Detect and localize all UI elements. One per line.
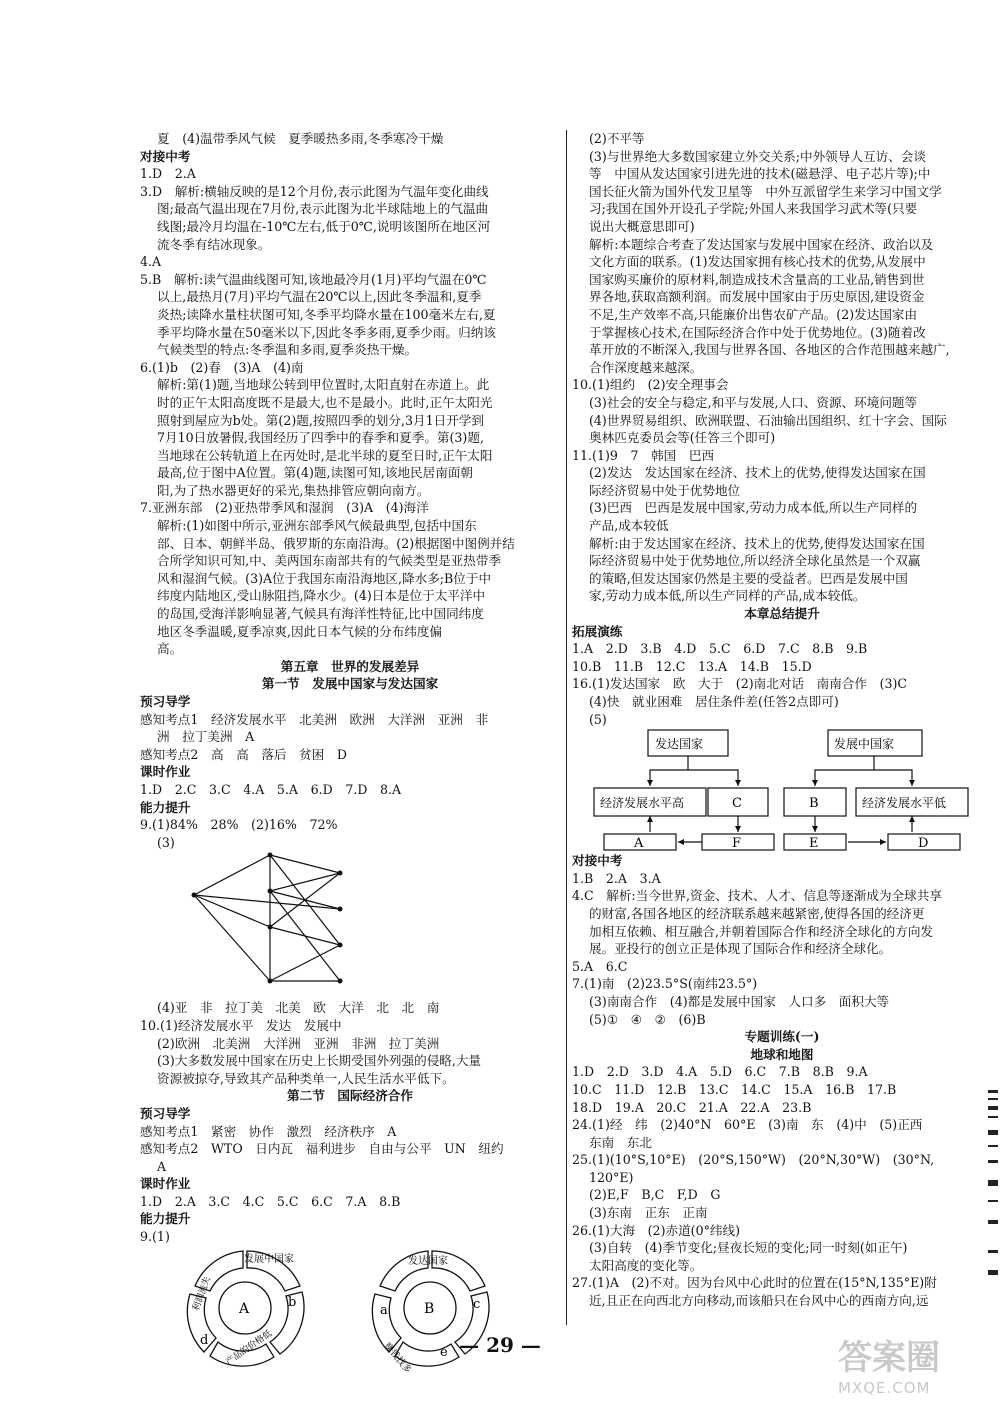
left-line: 流冬季有结冰现象。 [157, 236, 271, 252]
right-line: 1.A 2.D 3.B 4.D 5.C 6.D 7.C 8.B 9.B [572, 641, 868, 657]
left-line: 3.D 解析:横轴反映的是12个月份,表示此图为气温年变化曲线 [140, 183, 489, 199]
left-line: 部、日本、朝鲜半岛、俄罗斯的东南沿海。(2)根据图中图例并结 [157, 535, 515, 551]
flow-box-c: C [732, 796, 742, 812]
left-line: 第五章 世界的发展差异 [280, 658, 420, 674]
flow-low: 经济发展水平低 [862, 796, 947, 811]
right-line: 国长征火箭为国外代发卫星等 中外互派留学生来学习中国文学 [589, 183, 942, 199]
right-line: 26.(1)大海 (2)赤道(0°纬线) [572, 1222, 740, 1238]
right-line: 习;我国在国外开设孔子学院;外国人来我国学习武术等(只要 [589, 201, 918, 217]
right-line: 产品,成本较低 [589, 518, 669, 534]
right-line: 解析:本题综合考查了发达国家与发展中国家在经济、政治以及 [589, 236, 934, 252]
right-line: (4)世界贸易组织、欧洲联盟、石油输出国组织、红十字会、国际 [589, 412, 947, 428]
right-line: 1.D 2.D 3.D 4.A 5.D 6.C 7.B 8.B 9.A [572, 1064, 868, 1080]
left-line: 合所学知识可知,中、美两国东南部共有的气候类型是亚热带季 [157, 553, 502, 569]
cycle-left-item-2: b [288, 1294, 297, 1310]
right-line: 于掌握核心技术,在国际经济合作中处于优势地位。(3)随着改 [589, 324, 926, 340]
right-line: 地球和地图 [750, 1046, 814, 1062]
left-line: 时的正午太阳高度既不是最大,也不是最小。此时,正午太阳光 [157, 394, 493, 410]
right-line: 革开放的不断深入,我国与世界各国、各地区的合作范围越来越广, [589, 342, 950, 358]
right-line: 专题训练(一) [744, 1029, 820, 1045]
right-line: 16.(1)发达国家 欧 大于 (2)南北对话 南南合作 (3)C [572, 676, 908, 692]
watermark-url: MXQE.COM [838, 1379, 931, 1397]
right-line: 说出大概意思即可) [589, 218, 695, 234]
flow-developing: 发展中国家 [834, 737, 895, 752]
flow-box-a: A [634, 836, 644, 852]
left-line: 感知考点2 高 高 落后 贫困 D [140, 746, 348, 762]
right-line: 的财富,各国各地区的经济联系越来越紧密,使得各国的经济更 [589, 905, 925, 921]
right-line: 的策略,但发达国家仍然是主要的受益者。巴西是发展中国 [589, 570, 908, 586]
right-line: 太阳高度的变化等。 [589, 1257, 703, 1273]
column-divider [566, 130, 567, 1325]
right-line: 5.A 6.C [572, 958, 628, 974]
right-line: (3)社会的安全与稳定,和平与发展,人口、资源、环境问题等 [589, 394, 918, 410]
left-line: 9.(1) [140, 1229, 170, 1245]
right-line: 际经济贸易中处于优势地位 [589, 482, 741, 498]
left-line: 第二节 国际经济合作 [287, 1088, 413, 1104]
right-line: 国家购买廉价的原材料,制造成技术含量高的工业品,销售到世 [589, 271, 925, 287]
right-line: (5) [589, 711, 607, 727]
edge-barcode [988, 1090, 998, 1290]
right-line: 解析:由于发达国家在经济、技术上的优势,使得发达国家在国 [589, 535, 925, 551]
flow-developed: 发达国家 [655, 737, 704, 752]
right-line: 奥林匹克委员会等(任答三个即可) [589, 430, 776, 446]
left-line: 感知考点1 紧密 协作 激烈 经济秩序 A [140, 1123, 397, 1139]
cycle-left-center: A [239, 1300, 250, 1317]
cycle-right-center: B [424, 1300, 435, 1317]
flow-box-f: F [732, 836, 742, 852]
left-line: 感知考点1 经济发展水平 北美洲 欧洲 大洋洲 亚洲 非 [140, 711, 489, 727]
right-line: 界各地,获取高额利润。而发展中国家由于历史原因,建设资金 [589, 289, 925, 305]
right-line: 120°E) [589, 1169, 634, 1185]
left-line: (2)欧洲 北美洲 大洋洲 亚洲 非洲 拉丁美洲 [157, 1035, 440, 1051]
flow-box-b: B [809, 796, 819, 812]
right-line: (2)E,F B,C F,D G [589, 1187, 721, 1203]
right-line: 10.B 11.B 12.C 13.A 14.B 15.D [572, 658, 812, 674]
flow-box-d: D [918, 836, 929, 852]
left-line: 季平均降水量在50毫米以下,因此冬季多雨,夏季少雨。归纳该 [157, 324, 496, 340]
left-line: 阳,为了热水器更好的采光,集热排管应朝向南方。 [157, 482, 430, 498]
left-line: 图;最高气温出现在7月份,表示此图为北半球陆地上的气温曲 [157, 201, 489, 217]
watermark-logo: 答案圈 [838, 1338, 940, 1378]
left-line: A [157, 1158, 167, 1174]
right-line: 24.(1)经 纬 (2)40°N 60°E (3)南 东 (4)中 (5)正西 [572, 1117, 923, 1133]
cycle-left-item-4: d [200, 1332, 209, 1348]
left-line: (3)大多数发展中国家在历史上长期受国外列强的侵略,大量 [157, 1053, 482, 1069]
left-line: 4.A [140, 254, 162, 270]
left-line: 高。 [157, 641, 183, 657]
flow-diagram [572, 728, 992, 852]
left-line: 能力提升 [140, 1211, 191, 1227]
right-line: (3)巴西 巴西是发展中国家,劳动力成本低,所以生产同样的 [589, 500, 918, 516]
left-line: 1.D 2.A [140, 166, 196, 182]
left-line: 1.D 2.C 3.C 4.A 5.A 6.D 7.D 8.A [140, 781, 402, 797]
left-line: 6.(1)b (2)春 (3)A (4)南 [140, 359, 304, 375]
left-line: 1.D 2.A 3.C 4.C 5.C 6.C 7.A 8.B [140, 1193, 401, 1209]
left-line: 以上,最热月(7月)平均气温在20℃以上,因此冬季温和,夏季 [157, 289, 482, 305]
right-line: 近,且正在向西北方向移动,而该船只在台风中心的西南方向,远 [589, 1293, 929, 1309]
right-line: 本章总结提升 [744, 606, 820, 622]
matching-lines-figure [140, 851, 560, 999]
left-line: 预习导学 [140, 694, 191, 709]
left-line: 当地球在公转轨道上在丙处时,是北半球的夏至日时,正午太阳 [157, 447, 493, 463]
left-line: 课时作业 [140, 1176, 191, 1192]
left-line: (3) [157, 834, 175, 850]
right-line: 家,劳动力成本低,所以生产同样的产品,成本较低。 [589, 588, 866, 604]
left-line: 炎热;读降水量柱状图可知,冬季平均降水量在100毫米左右,夏 [157, 306, 496, 322]
cycle-left-item-1: 发展中国家 [244, 1253, 294, 1265]
cycle-left-item-5: 利润流失 [191, 1275, 214, 1313]
right-line: 拓展演练 [572, 623, 623, 639]
left-line: 纬度内陆地区,受山脉阻挡,降水少。(4)日本是位于太平洋中 [157, 588, 486, 604]
right-line: 东南 东北 [589, 1134, 652, 1150]
left-line: 最高,位于图中A位置。第(4)题,读图可知,该地民居南面朝 [157, 465, 474, 481]
right-line: 合作深度越来越深。 [589, 359, 703, 375]
left-line: 气候类型的特点:冬季温和多雨,夏季炎热干燥。 [157, 342, 418, 358]
left-line: (4)亚 非 拉丁美 北美 欧 大洋 北 北 南 [157, 1000, 440, 1016]
right-line: (3)南南合作 (4)都是发展中国家 人口多 面积大等 [589, 993, 890, 1009]
right-line: 11.(1)9 7 韩国 巴西 [572, 447, 715, 463]
left-line: 风和湿润气候。(3)A位于我国东南沿海地区,降水多;B位于中 [157, 570, 492, 586]
cycle-left-item-3: 产品的价格低 [224, 1328, 275, 1368]
right-column [572, 130, 992, 1310]
left-line: 预习导学 [140, 1105, 191, 1121]
right-line: 对接中考 [572, 853, 623, 869]
left-column [140, 130, 560, 1371]
cycle-right-item-1: 发达国家 [408, 1255, 448, 1267]
left-line: 对接中考 [140, 148, 191, 164]
left-line: 9.(1)84% 28% (2)16% 72% [140, 817, 338, 833]
right-line: 25.(1)(10°S,10°E) (20°S,150°W) (20°N,30°W) (30°N, [572, 1152, 935, 1168]
right-line: 展。亚投行的创立正是体现了国际合作和经济全球化。 [589, 941, 892, 957]
left-line: 线图;最冷月均温在-10℃左右,低于0℃,说明该图所在地区河 [157, 218, 491, 234]
right-line: 18.D 19.A 20.C 21.A 22.A 23.B [572, 1099, 812, 1115]
right-line: 4.C 解析:当今世界,资金、技术、人才、信息等逐渐成为全球共享 [572, 888, 942, 904]
flow-box-e: E [809, 836, 819, 852]
right-line: 文化方面的联系。(1)发达国家拥有核心技术的优势,从发展中 [589, 254, 926, 270]
watermark [838, 1330, 998, 1410]
right-line: (3)东南 正东 正南 [589, 1205, 708, 1221]
left-line: 的岛国,受海洋影响显著,气候具有海洋性特征,比中国同纬度 [157, 606, 484, 622]
right-line: (3)自转 (4)季节变化;昼夜长短的变化;同一时刻(如正午) [589, 1240, 908, 1256]
left-line: 解析:第(1)题,当地球公转到甲位置时,太阳直射在赤道上。此 [157, 377, 490, 393]
left-line: 地区冬季温暖,夏季凉爽,因此日本气候的分布纬度偏 [157, 623, 443, 639]
left-line: 7月10日放暑假,我国经历了四季中的春季和夏季。第(3)题, [157, 430, 484, 446]
cycle-right-item-5: a [380, 1302, 388, 1318]
right-line: (2)发达 发达国家在经济、技术上的优势,使得发达国家在国 [589, 465, 926, 481]
left-line: 资源被掠夺,导致其产品种类单一,人民生活水平低下。 [157, 1070, 455, 1086]
left-line: 5.B 解析:读气温曲线图可知,该地最冷月(1月)平均气温在0℃ [140, 271, 487, 287]
page-number: — 29 — [459, 1333, 541, 1357]
cycle-right-item-4: 赚钱找多 [381, 1341, 413, 1371]
right-line: (5)① ④ ② (6)B [589, 1011, 706, 1027]
right-line: 等 中国从发达国家引进先进的技术(磁悬浮、电子芯片等);中 [589, 166, 931, 182]
left-line: 能力提升 [140, 799, 191, 815]
flow-high: 经济发展水平高 [600, 796, 685, 811]
right-line: (2)不平等 [589, 131, 645, 146]
right-line: (4)快 就业困难 居住条件差(任答2点即可) [589, 694, 839, 709]
right-line: 10.C 11.D 12.B 13.C 14.C 15.A 16.B 17.B [572, 1081, 897, 1097]
left-line: 7.亚洲东部 (2)亚热带季风和湿润 (3)A (4)海洋 [140, 500, 429, 516]
left-line: 感知考点2 WTO 日内瓦 福利进步 自由与公平 UN 纽约 [140, 1141, 504, 1157]
right-line: 7.(1)南 (2)23.5°S(南纬23.5°) [572, 976, 758, 992]
left-line: 第一节 发展中国家与发达国家 [261, 676, 439, 692]
right-line: 加相互依赖、相互融合,并朝着国际合作和经济全球化的方向发 [589, 923, 934, 939]
left-line: 10.(1)经济发展水平 发达 发展中 [140, 1017, 342, 1033]
right-line: 1.B 2.A 3.A [572, 870, 661, 886]
right-line: 不足,生产效率不高,只能廉价出售农矿产品。(2)发达国家由 [589, 306, 918, 322]
left-line: 洲 拉丁美洲 A [157, 729, 255, 745]
left-line: 夏 (4)温带季风气候 夏季暖热多雨,冬季寒冷干燥 [157, 131, 444, 146]
right-line: (3)与世界绝大多数国家建立外交关系;中外领导人互访、会谈 [589, 148, 926, 164]
left-line: 课时作业 [140, 764, 191, 780]
cycle-right-item-3: e [440, 1344, 448, 1360]
right-line: 际经济贸易中处于优势地位,所以经济全球化虽然是一个双赢 [589, 553, 921, 569]
cycle-right-item-2: c [473, 1296, 481, 1312]
right-line: 27.(1)A (2)不对。因为台风中心此时的位置在(15°N,135°E)附 [572, 1275, 937, 1291]
right-line: 10.(1)组约 (2)安全理事会 [572, 377, 729, 393]
left-line: 照射到屋应为b处。第(2)题,按照四季的划分,3月1日开学到 [157, 412, 484, 428]
left-line: 解析:(1)如图中所示,亚洲东部季风气候最典型,包括中国东 [157, 518, 477, 534]
